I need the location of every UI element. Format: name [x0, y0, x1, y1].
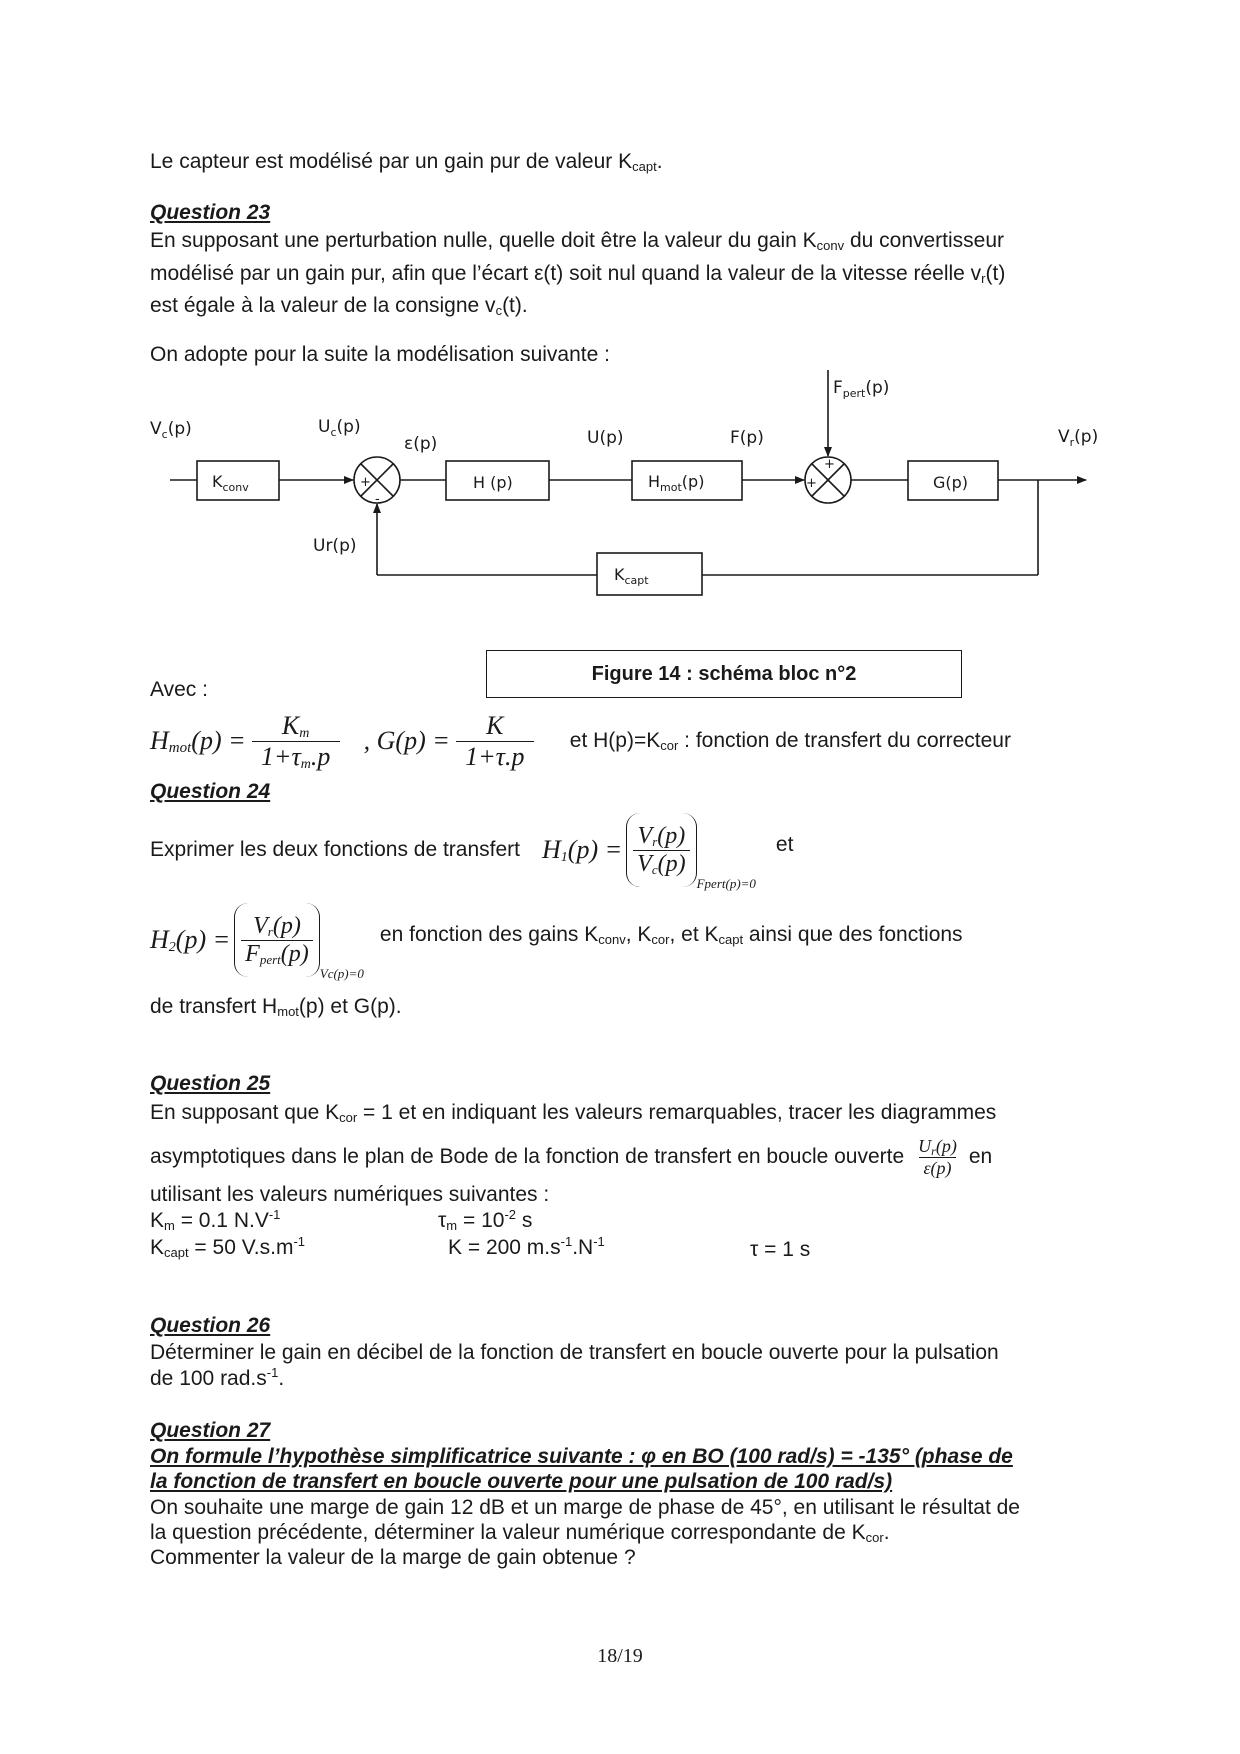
intro-line: Le capteur est modélisé par un gain pur de valeur $K_{capt}$.	[150, 150, 663, 174]
q23-line-2: modélisé par un gain pur, afin que l’écart ε(t) soit nul quand la valeur de la vitesse réelle $v_r(t)$	[150, 262, 1006, 286]
q24-h2-line: $H_2(p)$ = $\frac{V_r(p)}{F_{pert}(p)}$ Vc(p)=0 en fonction des gains $K_{conv}$, $K_{cor}$, et $K_{capt}$ ainsi que des fonctions	[150, 898, 963, 982]
label-f: F(p)	[730, 428, 764, 448]
block-diagram	[140, 370, 1140, 610]
q25-line-2: asymptotiques dans le plan de Bode de la fonction de transfert en boucle ouverte $\frac{U_r(p)}{\varepsilon(p)}$ en	[150, 1135, 993, 1178]
q23-line-1: En supposant une perturbation nulle, quelle doit être la valeur du gain $K_{conv}$ du convertisseur	[150, 229, 1005, 253]
adopt-line: On adopte pour la suite la modélisation suivante :	[150, 343, 610, 366]
summer-plus-left: +	[806, 476, 817, 491]
kcapt-block	[597, 553, 702, 595]
h-label: H (p)	[473, 473, 513, 492]
q27-line-1: On souhaite une marge de gain 12 dB et un marge de phase de 45°, en utilisant le résultat de	[150, 1496, 1020, 1519]
label-fpert: $F_{pert}(p)$	[833, 378, 890, 400]
value-kcapt: $K_{capt} = 50$ $V.s.m^{-1}$	[150, 1234, 306, 1260]
q24-line-3: de transfert $H_{mot}(p)$ et G(p).	[150, 995, 402, 1019]
q23-line-3: est égale à la valeur de la consigne $v_c(t)$.	[150, 294, 528, 318]
q26-line-1: Déterminer le gain en décibel de la fonction de transfert en boucle ouverte pour la pulsation	[150, 1341, 999, 1364]
q27-line-3: Commenter la valeur de la marge de gain obtenue ?	[150, 1546, 636, 1569]
kconv-label: $K_{conv}$	[212, 472, 249, 494]
question-26-title: Question 26	[150, 1314, 271, 1337]
q27-hypothesis-1: On formule l’hypothèse simplificatrice suivante : φ en BO (100 rad/s) = -135° (phase de	[150, 1445, 1013, 1468]
g-label: G(p)	[933, 473, 969, 492]
kcapt-label: $K_{capt}$	[614, 565, 649, 587]
label-vr: $V_r(p)$	[1058, 427, 1099, 449]
page-number: 18/19	[597, 1645, 643, 1667]
label-u: U(p)	[587, 428, 624, 448]
hmot-label: $H_{mot}(p)$	[648, 472, 705, 494]
comparator-plus: +	[360, 475, 371, 490]
label-uc: $U_c(p)$	[318, 417, 361, 439]
q27-line-2: la question précédente, déterminer la valeur numérique correspondante de $K_{cor}$.	[150, 1521, 890, 1545]
question-23-title: Question 23	[150, 201, 271, 224]
avec-label: Avec :	[150, 678, 208, 701]
label-eps: ε(p)	[404, 434, 438, 454]
label-vc: $V_c(p)$	[150, 419, 192, 441]
label-ur: Ur(p)	[313, 536, 357, 556]
summer-plus-top: +	[824, 457, 835, 472]
q24-h1-line: Exprimer les deux fonctions de transfert $H_1(p)$ = $\frac{V_r(p)}{V_c(p)}$ Fpert(p)=0 et	[150, 808, 793, 892]
value-tau: τ = 1 s	[750, 1238, 811, 1261]
question-27-title: Question 27	[150, 1419, 271, 1442]
value-k: K = 200 $m.s^{-1}.N^{-1}$	[448, 1234, 605, 1259]
q25-line-3: utilisant les valeurs numériques suivantes :	[150, 1183, 550, 1206]
question-24-title: Question 24	[150, 780, 271, 803]
value-km: $K_m = 0.1$ $N.V^{-1}$	[150, 1207, 281, 1233]
value-taum: $\tau_m = 10^{-2}$ s	[438, 1207, 533, 1233]
comparator-minus: -	[375, 492, 380, 507]
transfer-formulas: $H_{mot}(p)$ = $\frac{K_m}{1+\tau_m.p}$ , G(p) = $\frac{K}{1+\tau.p}$ et $H(p)=K_{cor}$ : fonction de transfert du correcteur	[150, 710, 1011, 772]
q27-hypothesis-2: la fonction de transfert en boucle ouverte pour une pulsation de 100 rad/s)	[150, 1470, 893, 1493]
q25-line-1: En supposant que $K_{cor} = 1$ et en indiquant les valeurs remarquables, tracer les diagrammes	[150, 1101, 997, 1125]
question-25-title: Question 25	[150, 1072, 271, 1095]
figure-caption: Figure 14 : schéma bloc n°2	[486, 650, 962, 698]
q26-line-2: de 100 $rad.s^{-1}$.	[150, 1365, 285, 1390]
